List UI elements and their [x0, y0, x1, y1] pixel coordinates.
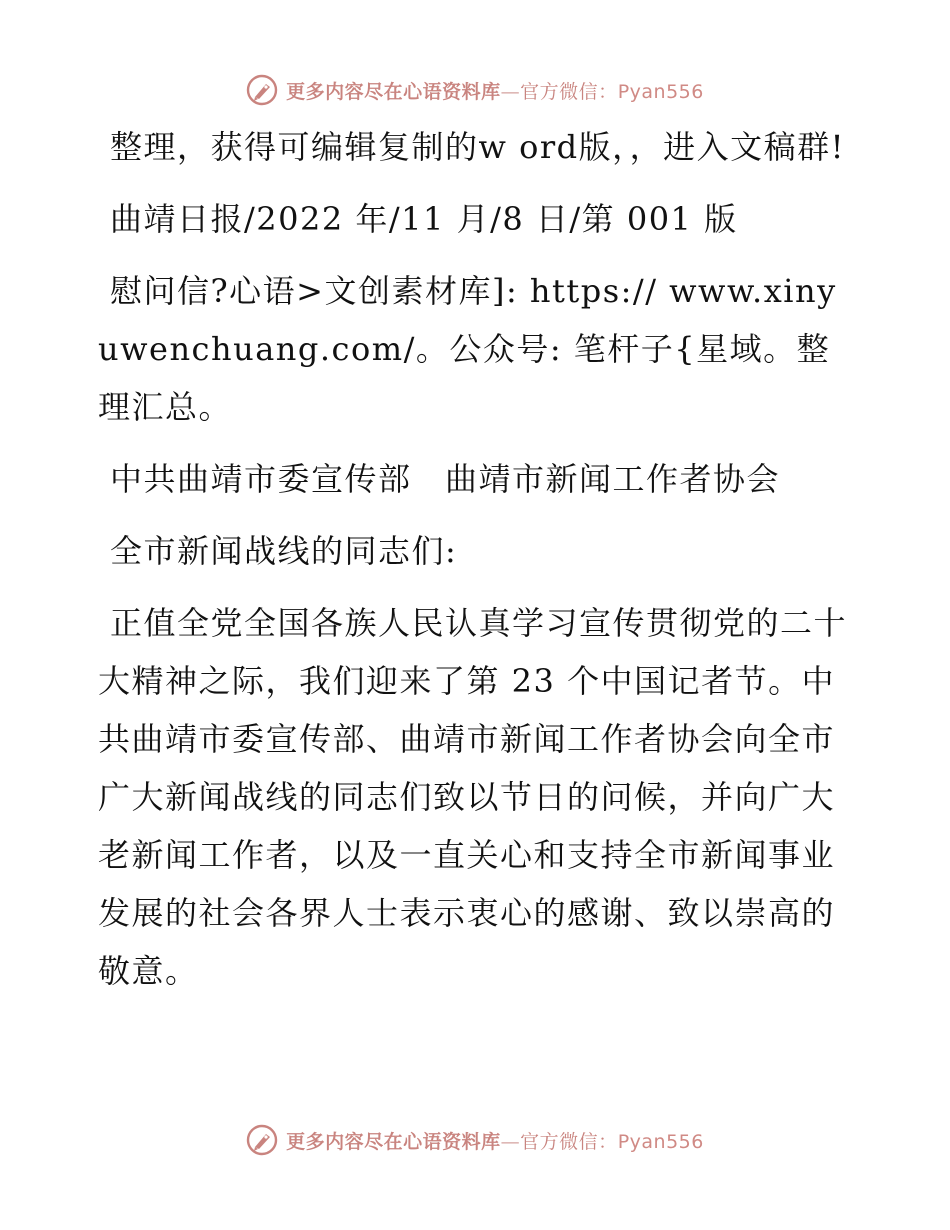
watermark-site: 更多内容尽在心语资料库 [286, 1130, 501, 1153]
watermark-wechat-id: Pyan556 [617, 80, 704, 103]
pen-nib-logo-icon [246, 74, 278, 106]
paragraph-salutation: 全市新闻战线的同志们: [110, 532, 458, 570]
pen-nib-logo-icon [246, 1124, 278, 1156]
watermark-text [286, 1127, 704, 1154]
paragraph-intro-note: 整理，获得可编辑复制的w ord版，，进入文稿群! [110, 128, 845, 166]
document-body [98, 118, 858, 1014]
watermark-wechat-label: 官方微信： [520, 1130, 618, 1153]
paragraph-source-line: 曲靖日报/2022 年/11 月/8 日/第 001 版 [110, 200, 738, 238]
watermark-wechat-id: Pyan556 [617, 1130, 704, 1153]
watermark-separator: — [500, 1130, 521, 1153]
watermark-wechat-label: 官方微信： [520, 80, 618, 103]
watermark-text [286, 77, 704, 104]
paragraph-issuer: 中共曲靖市委宣传部 曲靖市新闻工作者协会 [110, 460, 781, 498]
watermark-separator: — [500, 80, 521, 103]
paragraph-body: 正值全党全国各族人民认真学习宣传贯彻党的二十大精神之际，我们迎来了第 23 个中国记者节。中共曲靖市委宣传部、曲靖市新闻工作者协会向全市广大新闻战线的同志们致以节日的问候，并向广大老新闻工作者，以及一直关心和支持全市新闻事业发展的社会各界人士表示衷心的感谢、致以崇高的敬意。 [98, 604, 848, 990]
footer-watermark [0, 1120, 950, 1160]
watermark-site: 更多内容尽在心语资料库 [286, 80, 501, 103]
header-watermark [0, 70, 950, 110]
paragraph-source-credit: 慰问信?心语>文创素材库]: https:// www.xinyuwenchuang.com/。公众号: 笔杆子{星域。整理汇总。 [98, 272, 837, 426]
